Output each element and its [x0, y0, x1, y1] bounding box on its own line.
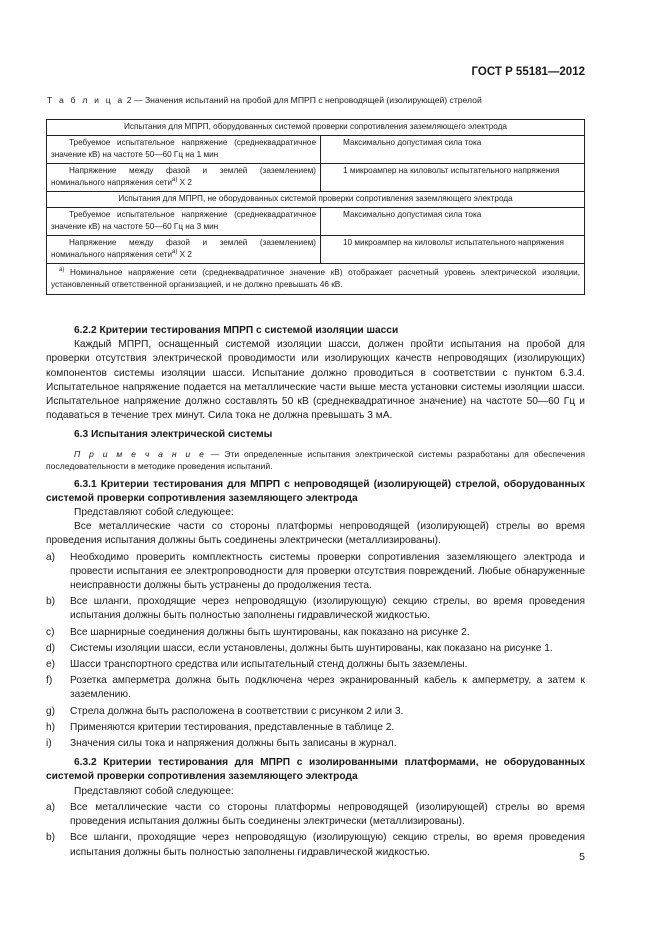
- table-row: [47, 164, 585, 192]
- cell-text: Х 2: [177, 178, 192, 187]
- list-label: i): [46, 738, 52, 750]
- table-cell: [321, 208, 585, 236]
- list-label: a): [46, 801, 56, 813]
- footnote-ref: а): [172, 177, 178, 183]
- section-heading: 6.3.2 Критерии тестирования для МПРП с изолированными платформами, не оборудованных системой проверки сопротивления заземляющего электрода: [46, 757, 585, 783]
- list-label: b): [46, 596, 56, 608]
- list-text: Значения силы тока и напряжения должны быть записаны в журнал.: [70, 738, 397, 750]
- list-text: Стрела должна быть расположена в соответствии с рисунком 2 или 3.: [70, 705, 404, 717]
- list-item: [46, 551, 585, 594]
- footnote-mark: а): [59, 267, 65, 273]
- list-item: [46, 831, 585, 859]
- cell-text: Максимально допустимая сила тока: [343, 210, 482, 219]
- cell-text: Х 2: [177, 250, 192, 259]
- table-row: [47, 192, 585, 208]
- cell-text: Напряжение между фазой и землей (заземлением) номинального напряжения сети: [51, 238, 316, 259]
- table-caption: [47, 95, 482, 105]
- table-footnote: [47, 264, 585, 295]
- cell-text: Напряжение между фазой и землей (заземлением) номинального напряжения сети: [51, 166, 316, 187]
- table-cell: [47, 236, 321, 264]
- list-item: [46, 721, 585, 735]
- cell-text: 1 микроампер на киловольт испытательного напряжения: [343, 166, 560, 175]
- list-label: g): [46, 705, 56, 717]
- table-row: [47, 136, 585, 164]
- list-label: a): [46, 551, 56, 563]
- list-item: [46, 658, 585, 672]
- cell-text: Максимально допустимая сила тока: [343, 138, 482, 147]
- table-cell: [47, 208, 321, 236]
- page-number: 5: [579, 851, 585, 863]
- list-item: [46, 642, 585, 656]
- cell-text: Требуемое испытательное напряжение (среднеквадратичное значение кВ) на частоте 50—60 Гц на 1 мин: [51, 138, 316, 159]
- document-body: [46, 324, 585, 860]
- list-label: h): [46, 721, 56, 733]
- list-text: Применяются критерии тестирования, представленные в таблице 2.: [70, 721, 395, 733]
- table-caption-label: Т а б л и ц а: [47, 95, 125, 105]
- list-text: Все шарнирные соединения должны быть шунтированы, как показано на рисунке 2.: [70, 626, 470, 638]
- document-code: ГОСТ Р 55181—2012: [471, 66, 585, 78]
- list-item: [46, 674, 585, 702]
- table-row: [47, 236, 585, 264]
- footnote-text: Номинальное напряжение сети (среднеквадратичное значение кВ) отображает расчетный уровень электрической изоляции, установленный ответственной организацией, и не должно превышать 46 кВ.: [51, 268, 580, 289]
- list-label: f): [46, 675, 53, 687]
- section-heading: 6.3.1 Критерии тестирования для МПРП с непроводящей (изолирующей) стрелой, оборудованных системой проверки сопротивления заземляющего электрода: [46, 478, 585, 504]
- table-cell: [321, 164, 585, 192]
- section2-title: Испытания для МПРП, не оборудованных системой проверки сопротивления заземляющего электрода: [47, 192, 585, 208]
- list-text: Необходимо проверить комплектность системы проверки сопротивления заземляющего электрода и провести испытания ее электропроводности для проверки отсутствия повреждений. Любые обнаруженные неисправности должны быть устранены до продолжения теста.: [70, 551, 585, 592]
- section-heading: 6.3 Испытания электрической системы: [74, 429, 273, 441]
- list-text: Розетка амперметра должна быть подключена через экранированный кабель к амперметру, а затем к заземлению.: [70, 675, 585, 701]
- test-values-table: [46, 119, 585, 295]
- cell-text: 10 микроампер на киловольт испытательного напряжения: [343, 238, 564, 247]
- paragraph: Представляют собой следующее:: [74, 507, 234, 519]
- list-label: e): [46, 659, 56, 671]
- table-cell: [321, 136, 585, 164]
- list-label: c): [46, 626, 55, 638]
- table-cell: [47, 136, 321, 164]
- list-item: [46, 595, 585, 623]
- list-text: Все шланги, проходящие через непроводящую (изолирующую) секцию стрелы, во время проведения испытания должны быть полностью заполнены гидравлической жидкостью.: [70, 596, 585, 622]
- list-text: Все шланги, проходящие через непроводящую (изолирующую) секцию стрелы, во время проведения испытания должны быть полностью заполнены гидравлической жидкостью.: [70, 832, 585, 858]
- list-item: [46, 737, 585, 751]
- table-cell: [47, 164, 321, 192]
- table-row: [47, 120, 585, 136]
- paragraph: Все металлические части со стороны платформы непроводящей (изолирующей) стрелы во время проведения испытания должны быть соединены электрически (металлизированы).: [46, 521, 585, 547]
- note: [46, 448, 585, 473]
- paragraph: Каждый МПРП, оснащенный системой изоляции шасси, должен пройти испытания на пробой для проверки отсутствия электрической проводимости или изолирующих качеств непроводящих (изолирующих) компонентов системы изоляции шасси. Испытание должно проводиться в соответствии с пунктом 6.3.4. Испытательное напряжение подается на металлические части выше места установки системы изоляции шасси. Испытательное напряжение должно составлять 50 кВ (среднеквадратичное значение) на частоте 50—60 Гц и подаваться в течение трех минут. Сила тока не должна превышать 3 мА.: [46, 339, 585, 422]
- paragraph: Представляют собой следующее:: [74, 785, 234, 797]
- list-text: Шасси транспортного средства или испытательный стенд должны быть заземлены.: [70, 659, 468, 671]
- list-label: b): [46, 832, 56, 844]
- list-text: Системы изоляции шасси, если установлены, должны быть шунтированы, как показано на рисунке 1.: [70, 642, 553, 654]
- section1-title: Испытания для МПРП, оборудованных системой проверки сопротивления заземляющего электрода: [47, 120, 585, 136]
- list-item: [46, 801, 585, 829]
- note-label: П р и м е ч а н и е: [74, 448, 206, 459]
- section-heading: 6.2.2 Критерии тестирования МПРП с системой изоляции шасси: [74, 325, 399, 336]
- list-item: [46, 626, 585, 640]
- table-row: [47, 208, 585, 236]
- note-text: — Эти определенные испытания электрической системы разработаны для обеспечения последовательности в методике проведения испытаний.: [46, 448, 585, 472]
- footnote-ref: а): [172, 249, 178, 255]
- cell-text: Требуемое испытательное напряжение (среднеквадратичное значение кВ) на частоте 50—60 Гц на 3 мин: [51, 210, 316, 231]
- list-item: [46, 705, 585, 719]
- table-row: [47, 264, 585, 295]
- list-text: Все металлические части со стороны платформы непроводящей (изолирующей) стрелы во время проведения испытания должны быть соединены электрически (металлизированы).: [70, 801, 585, 828]
- list-label: d): [46, 642, 56, 654]
- table-cell: [321, 236, 585, 264]
- table-caption-text: 2 — Значения испытаний на пробой для МПРП с непроводящей (изолирующей) стрелой: [126, 95, 482, 105]
